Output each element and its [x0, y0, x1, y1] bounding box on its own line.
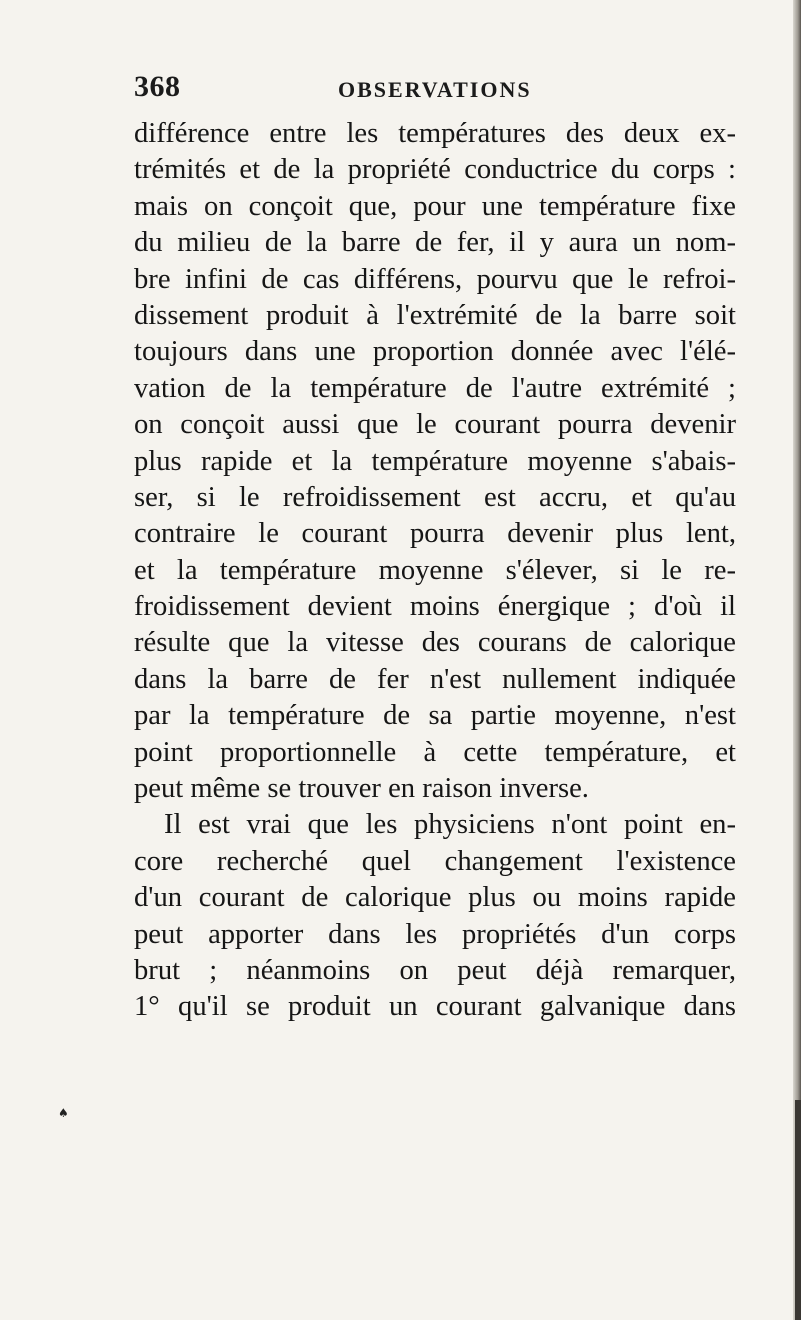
- text-line: 1° qu'il se produit un courant galvanique dans: [134, 991, 736, 1023]
- text-line: peut apporter dans les propriétés d'un corps: [134, 918, 736, 950]
- text-line: froidissement devient moins énergique ; d'où il: [134, 591, 736, 623]
- text-line: et la température moyenne s'élever, si le re-: [134, 554, 736, 586]
- page-number: 368: [134, 70, 181, 103]
- text-line: plus rapide et la température moyenne s'abais-: [134, 445, 736, 477]
- body-text: [134, 116, 736, 1026]
- text-line: bre infini de cas différens, pourvu que le refroi-: [134, 263, 736, 295]
- text-line: résulte que la vitesse des courans de calorique: [134, 627, 736, 659]
- text-line: Il est vrai que les physiciens n'ont point en-: [164, 809, 736, 841]
- text-line: dans la barre de fer n'est nullement indiquée: [134, 663, 736, 695]
- text-line: contraire le courant pourra devenir plus lent,: [134, 518, 736, 550]
- page-edge-dark: [795, 1100, 801, 1320]
- text-line: trémités et de la propriété conductrice du corps :: [134, 154, 736, 186]
- text-line: différence entre les températures des deux ex-: [134, 118, 736, 149]
- text-line: par la température de sa partie moyenne, n'est: [134, 700, 736, 732]
- text-line: brut ; néanmoins on peut déjà remarquer,: [134, 954, 736, 986]
- text-line: mais on conçoit que, pour une température fixe: [134, 190, 736, 222]
- text-line: peut même se trouver en raison inverse.: [134, 773, 589, 805]
- running-title: OBSERVATIONS: [338, 77, 532, 102]
- text-line: core recherché quel changement l'existence: [134, 845, 736, 877]
- text-line: vation de la température de l'autre extrémité ;: [134, 372, 736, 404]
- text-line: dissement produit à l'extrémité de la barre soit: [134, 299, 736, 331]
- text-line: toujours dans une proportion donnée avec l'élé-: [134, 336, 736, 368]
- margin-mark: ♠: [58, 1106, 69, 1120]
- text-line: d'un courant de calorique plus ou moins rapide: [134, 882, 736, 914]
- text-line: on conçoit aussi que le courant pourra devenir: [134, 409, 736, 441]
- text-line: du milieu de la barre de fer, il y aura un nom-: [134, 227, 736, 259]
- text-line: ser, si le refroidissement est accru, et qu'au: [134, 481, 736, 513]
- text-line: point proportionnelle à cette température, et: [134, 736, 736, 768]
- page-header: [134, 70, 734, 110]
